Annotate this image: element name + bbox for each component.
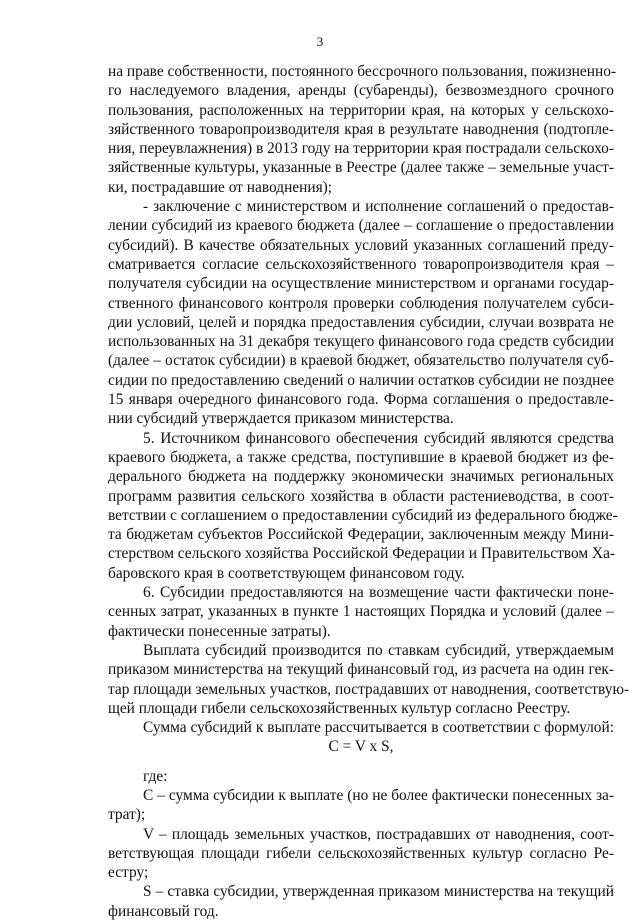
text-line: стерством сельского хозяйства Российской Федерации и Правительством Ха-	[108, 545, 616, 563]
document-body	[108, 62, 630, 921]
text-line: ния, переувлажнения) в 2013 году на территории края пострадали сельскохо-	[108, 140, 614, 158]
page-number: 3	[316, 34, 324, 49]
text-line: V – площадь земельных участков, пострадавших от наводнения, соот-	[143, 825, 614, 843]
text-line: естру;	[108, 864, 149, 882]
text-line: фактически понесенные затраты).	[108, 622, 331, 640]
text-line: сидии по предоставлению сведений о наличии остатков субсидии не позднее	[108, 371, 615, 389]
text-line: 6. Субсидии предоставляются на возмещение части фактически поне-	[143, 584, 614, 602]
text-line: сматривается согласие сельскохозяйственного товаропроизводителя края –	[108, 255, 614, 273]
text-line: зяйственные культуры, указанные в Реестре (далее также – земельные участ-	[108, 159, 614, 177]
text-line: S – ставка субсидии, утвержденная приказом министерства на текущий	[143, 883, 614, 901]
text-line: го наследуемого владения, аренды (субаренды), безвозмездного срочного	[108, 82, 614, 100]
text-line: получателя субсидии на осуществление министерством и органами государ-	[108, 275, 614, 293]
text-line: где:	[143, 767, 168, 785]
text-line: лении субсидий из краевого бюджета (далее – соглашение о предоставлении	[108, 217, 614, 235]
text-line: приказом министерства на текущий финансовый год, из расчета на один гек-	[108, 661, 614, 679]
text-line: 15 января очередного финансового года. Форма соглашения о предоставле-	[108, 391, 614, 409]
formula-line: C = V x S,	[328, 738, 394, 756]
text-line: ственного финансового контроля проверки соблюдения получателем субси-	[108, 294, 614, 312]
text-line: на праве собственности, постоянного бессрочного пользования, пожизненно-	[108, 63, 617, 80]
text-line: дерального бюджета на поддержку экономически значимых региональных	[108, 468, 614, 486]
text-line: нии субсидий утверждается приказом министерства.	[108, 410, 454, 428]
text-line: дии условий, целей и порядка предоставления субсидии, случаи возврата не	[108, 313, 614, 331]
text-line: сенных затрат, указанных в пункте 1 настоящих Порядка и условий (далее –	[108, 603, 614, 621]
text-line: тар площади земельных участков, пострадавших от наводнения, соответствую-	[108, 680, 630, 698]
text-line: использованных на 31 декабря текущего финансового года средств субсидии	[108, 333, 614, 351]
text-line: 5. Источником финансового обеспечения субсидий являются средства	[143, 429, 614, 447]
text-line: С – сумма субсидии к выплате (но не более фактически понесенных за-	[143, 786, 614, 804]
text-line: ки, пострадавшие от наводнения);	[108, 178, 333, 196]
text-line: (далее – остаток субсидии) в краевой бюджет, обязательство получателя суб-	[108, 352, 614, 370]
text-line: трат);	[108, 806, 146, 824]
text-line: баровского края в соответствующем финансовом году.	[108, 564, 465, 582]
line-gap	[108, 757, 614, 767]
text-line: пользования, расположенных на территории края, на которых у сельскохо-	[108, 101, 614, 119]
text-line: субсидий). В качестве обязательных условий указанных соглашений преду-	[108, 236, 614, 254]
text-line: щей площади гибели сельскохозяйственных культур согласно Реестру.	[108, 699, 571, 717]
text-line: краевого бюджета, а также средства, поступившие в краевой бюджет из фе-	[108, 448, 614, 466]
text-line: финансовый год.	[108, 902, 219, 920]
text-line: Выплата субсидий производится по ставкам субсидий, утверждаемым	[143, 641, 614, 659]
text-line: - заключение с министерством и исполнение соглашений о предостав-	[143, 198, 614, 216]
text-line: программ развития сельского хозяйства в области растениеводства, в соот-	[108, 487, 614, 505]
text-line: ветствии с соглашением о предоставлении субсидий из федерального бюдже-	[108, 506, 618, 524]
text-line: ветствующая площади гибели сельскохозяйственных культур согласно Ре-	[108, 844, 614, 862]
text-line: та бюджетам субъектов Российской Федерации, заключенным между Мини-	[108, 526, 614, 544]
text-line: Сумма субсидий к выплате рассчитывается в соответствии с формулой:	[143, 719, 614, 737]
text-line: зяйственного товаропроизводителя края в результате наводнения (подтопле-	[108, 120, 614, 138]
